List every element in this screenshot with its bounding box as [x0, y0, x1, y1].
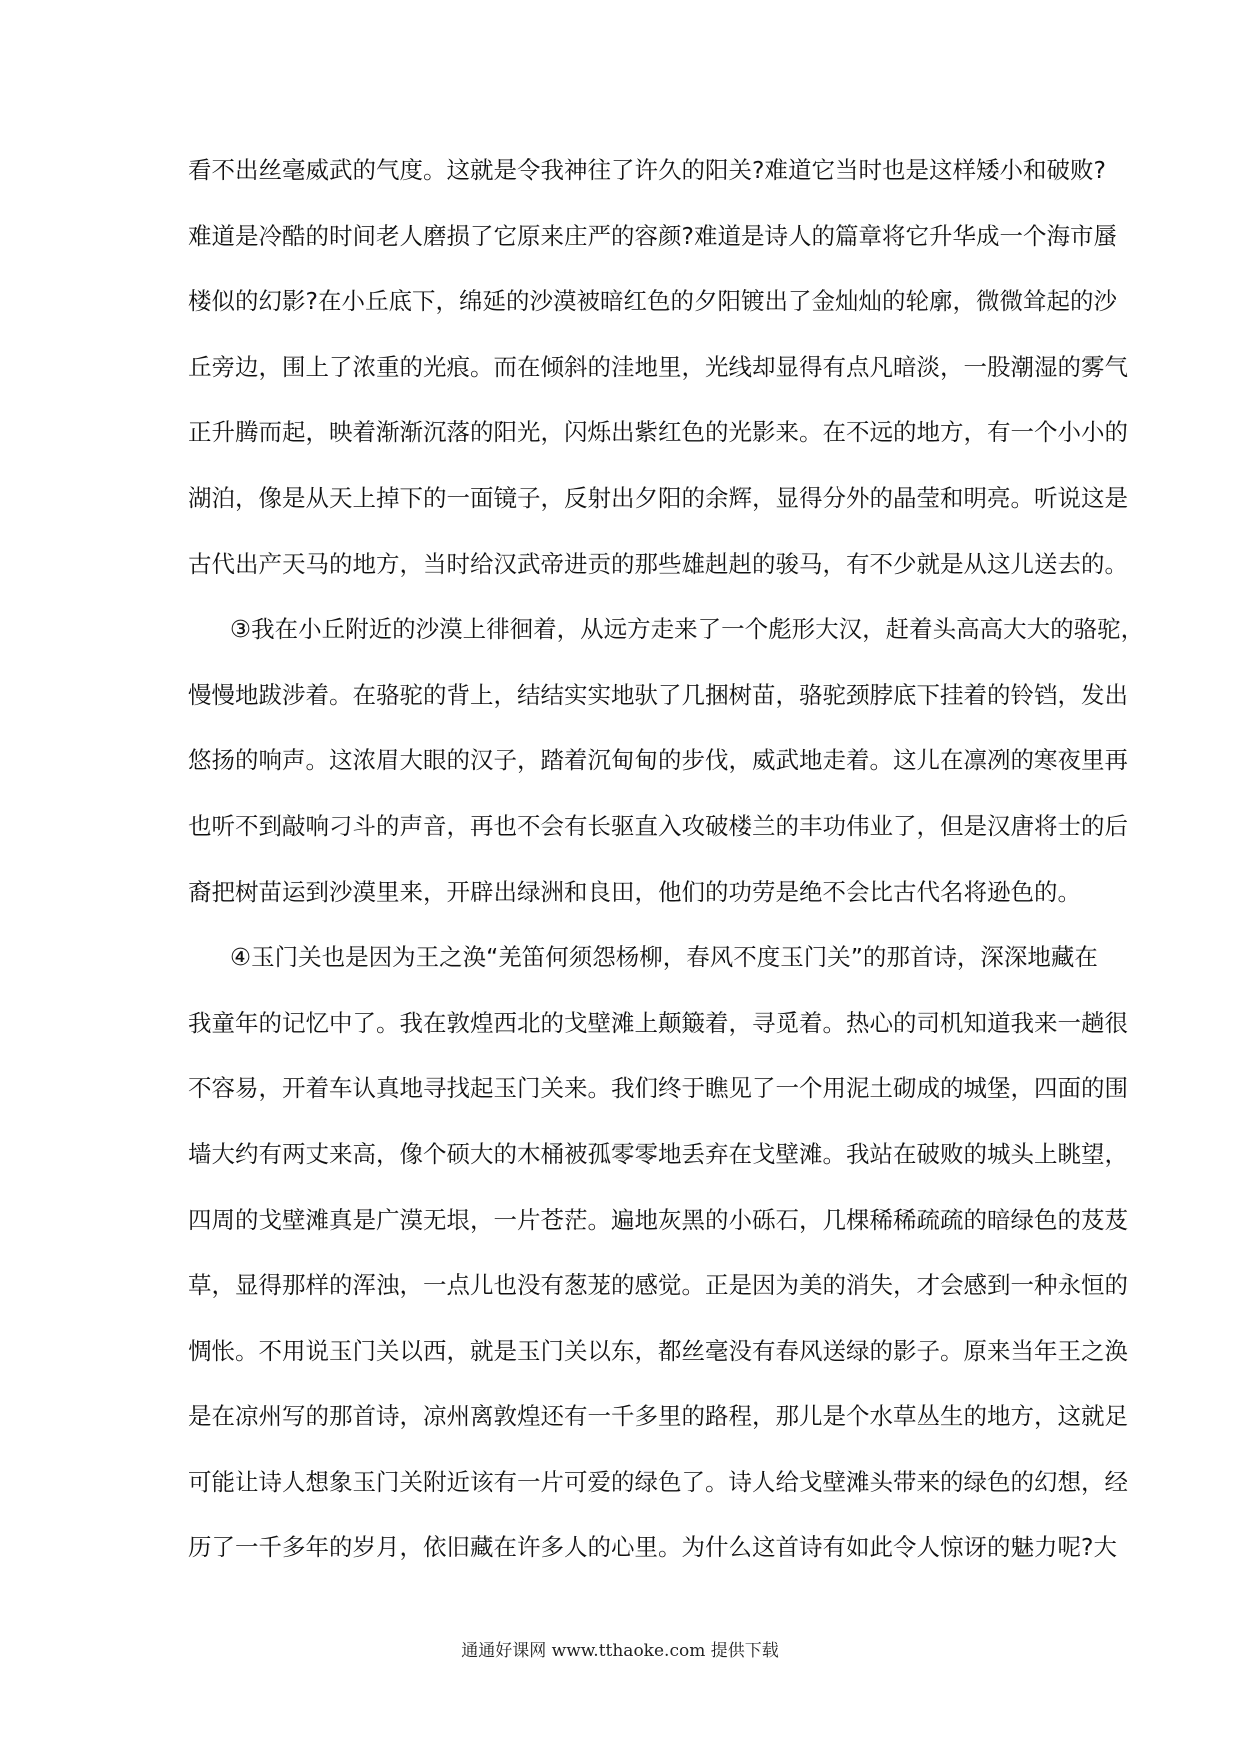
page-footer: 通通好课网 www.tthaoke.com 提供下载	[461, 1641, 779, 1661]
text-line: 湖泊，像是从天上掉下的一面镜子，反射出夕阳的余辉，显得分外的晶莹和明亮。听说这是	[188, 483, 1128, 512]
text-line: 难道是冷酷的时间老人磨损了它原来庄严的容颜?难道是诗人的篇章将它升华成一个海市蜃	[188, 221, 1117, 250]
text-line: 楼似的幻影?在小丘底下，绵延的沙漠被暗红色的夕阳镀出了金灿灿的轮廓，微微耸起的沙	[188, 287, 1117, 316]
text-line: 不容易，开着车认真地寻找起玉门关来。我们终于瞧见了一个用泥土砌成的城堡，四面的围	[188, 1074, 1128, 1103]
paragraph-4-first-line: ④玉门关也是因为王之涣“羌笛何须怨杨柳，春风不度玉门关”的那首诗，深深地藏在	[230, 943, 1098, 972]
text-line: 慢慢地跋涉着。在骆驼的背上，结结实实地驮了几捆树苗，骆驼颈脖底下挂着的铃铛，发出	[188, 680, 1128, 709]
text-line: 历了一千多年的岁月，依旧藏在许多人的心里。为什么这首诗有如此令人惊讶的魅力呢?大	[188, 1533, 1117, 1562]
text-line: 也听不到敲响刁斗的声音，再也不会有长驱直入攻破楼兰的丰功伟业了，但是汉唐将士的后	[188, 811, 1128, 840]
text-line: 墙大约有两丈来高，像个硕大的木桶被孤零零地丢弃在戈壁滩。我站在破败的城头上眺望，	[188, 1139, 1128, 1168]
text-line: 我童年的记忆中了。我在敦煌西北的戈壁滩上颠簸着，寻觅着。热心的司机知道我来一趟很	[188, 1008, 1128, 1037]
text-line: 惆怅。不用说玉门关以西，就是玉门关以东，都丝毫没有春风送绿的影子。原来当年王之涣	[188, 1336, 1128, 1365]
text-line: 悠扬的响声。这浓眉大眼的汉子，踏着沉甸甸的步伐，威武地走着。这儿在凛冽的寒夜里再	[188, 746, 1128, 775]
text-line: 草，显得那样的浑浊，一点儿也没有葱茏的感觉。正是因为美的消失，才会感到一种永恒的	[188, 1271, 1128, 1300]
text-line: 看不出丝毫威武的气度。这就是令我神往了许久的阳关?难道它当时也是这样矮小和破败?	[188, 156, 1106, 184]
text-line: 可能让诗人想象玉门关附近该有一片可爱的绿色了。诗人给戈壁滩头带来的绿色的幻想，经	[188, 1467, 1128, 1496]
text-line: 四周的戈壁滩真是广漠无垠，一片苍茫。遍地灰黑的小砾石，几棵稀稀疏疏的暗绿色的芨芨	[188, 1205, 1128, 1234]
paragraph-3-first-line: ③我在小丘附近的沙漠上徘徊着，从远方走来了一个彪形大汉，赶着头高高大大的骆驼，	[230, 615, 1145, 644]
text-line: 正升腾而起，映着渐渐沉落的阳光，闪烁出紫红色的光影来。在不远的地方，有一个小小的	[188, 418, 1128, 447]
document-body	[188, 138, 1145, 1581]
text-line: 古代出产天马的地方，当时给汉武帝进贡的那些雄赳赳的骏马，有不少就是从这儿送去的。	[188, 549, 1128, 578]
paragraph-3-last-line: 裔把树苗运到沙漠里来，开辟出绿洲和良田，他们的功劳是绝不会比古代名将逊色的。	[188, 877, 1081, 906]
text-line: 丘旁边，围上了浓重的光痕。而在倾斜的洼地里，光线却显得有点凡暗淡，一股潮湿的雾气	[188, 352, 1128, 381]
text-line: 是在凉州写的那首诗，凉州离敦煌还有一千多里的路程，那儿是个水草丛生的地方，这就足	[188, 1402, 1128, 1431]
